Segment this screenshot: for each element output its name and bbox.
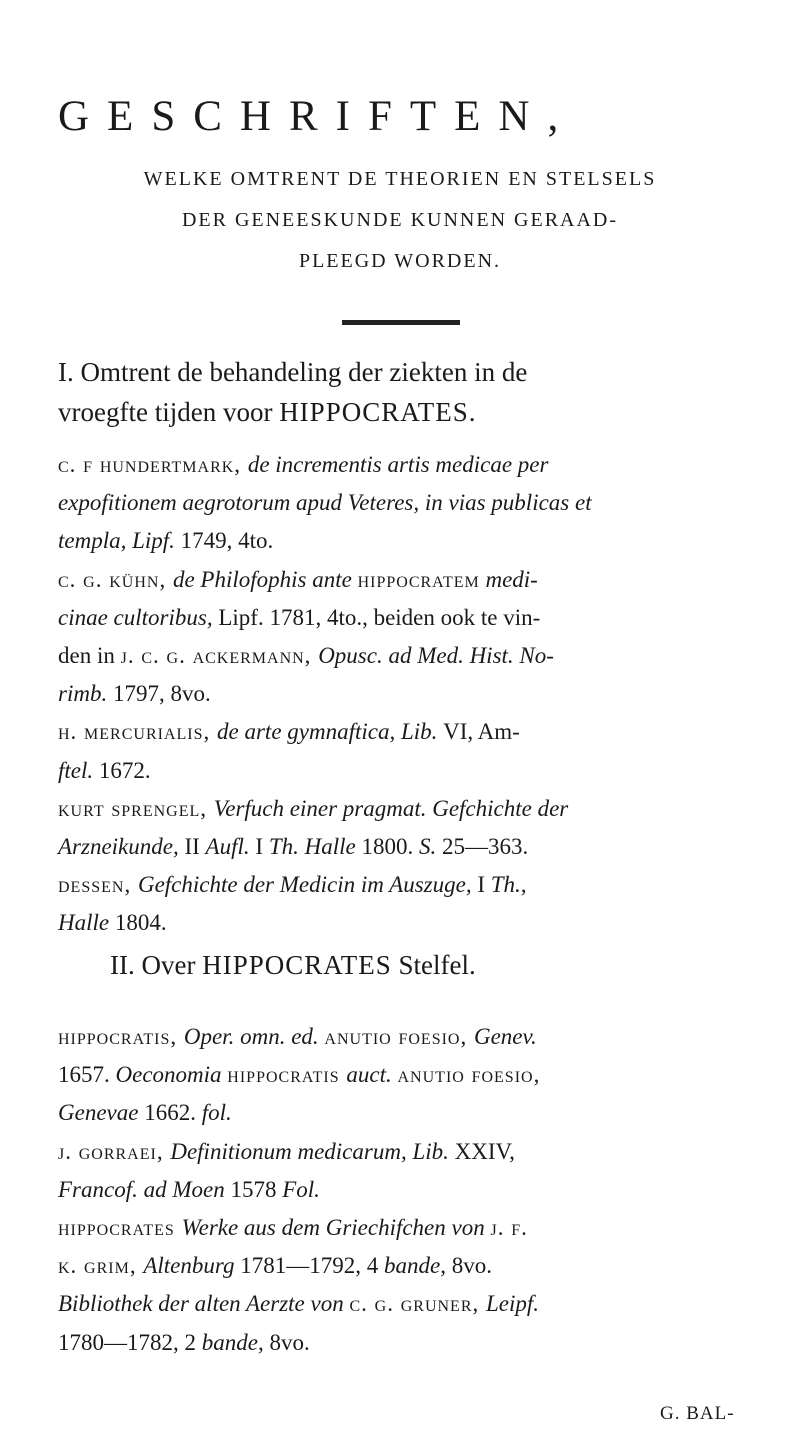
title-text: S. [418, 834, 442, 860]
title-text: templa, Lipf. [58, 528, 181, 554]
name: hippocratem [357, 566, 480, 592]
imprint: 8vo. [269, 1329, 310, 1355]
section-1-heading-text: vroegfte tijden voor [58, 397, 280, 427]
title-text: bande, [201, 1329, 270, 1355]
bib-line [58, 904, 748, 942]
title-text: Definitionum medicarum, Lib. [170, 1138, 455, 1164]
section-2-heading [110, 946, 476, 984]
imprint: 1578 [230, 1176, 283, 1202]
bibliography-list-1 [58, 446, 748, 943]
imprint: 1749, 4to. [180, 528, 274, 554]
author: j. gorraei, [58, 1138, 171, 1164]
title-text: cinae cultoribus, [58, 604, 219, 630]
title-text: Fol. [282, 1176, 320, 1202]
text: den in [58, 643, 121, 669]
bib-line [58, 1324, 748, 1362]
author: hippocratis, [58, 1024, 184, 1049]
bib-line [58, 713, 748, 751]
section-2-heading-name: HIPPOCRATES [202, 950, 392, 980]
imprint: 25—363. [441, 834, 529, 860]
author: dessen, [58, 872, 138, 898]
title-text: medi- [479, 566, 538, 592]
bib-line [58, 561, 748, 599]
title-text: Bibliothek der alten Aerzte von [58, 1291, 350, 1317]
title-text: fol. [201, 1100, 232, 1126]
imprint: VI, Am- [443, 719, 520, 745]
section-2-heading-text: Stelfel. [391, 950, 476, 980]
bib-line [58, 675, 748, 713]
bib-line [58, 1209, 748, 1247]
title-text: rimb. [58, 681, 113, 707]
bib-line [58, 484, 748, 522]
imprint: Lipf. 1781, 4to., beiden ook te vin- [218, 604, 541, 630]
bib-line [58, 1247, 748, 1285]
bib-line [58, 828, 748, 866]
title-text: Leipf. [486, 1291, 540, 1317]
section-1-heading-line-1: I. Omtrent de behandeling der ziekten in de [58, 357, 528, 387]
title-text: Gefchichte der Medicin im Auszuge, [137, 872, 478, 898]
bib-line [58, 790, 748, 828]
imprint: 1657. [58, 1062, 116, 1088]
imprint: II [184, 834, 206, 860]
imprint: 1780—1782, 2 [58, 1329, 202, 1355]
bib-line [58, 1133, 748, 1171]
title-text: Arzneikunde, [58, 834, 185, 860]
bib-line [58, 866, 748, 904]
bib-line [58, 1171, 748, 1209]
bib-line [58, 446, 748, 484]
name: anutio foesio, [324, 1024, 474, 1049]
title-text: Francof. ad Moen [58, 1176, 231, 1202]
imprint: 1800. [361, 834, 419, 860]
imprint: 1797, 8vo. [112, 681, 211, 707]
bib-line [58, 1285, 748, 1323]
name: k. grim, [58, 1253, 144, 1279]
title-text: Altenburg [143, 1253, 241, 1279]
imprint: I [255, 834, 269, 860]
title-text: Oper. omn. ed. [183, 1024, 325, 1049]
author: hippocrates [58, 1215, 182, 1241]
subtitle-line-2: DER GENEESKUNDE KUNNEN GERAAD- [181, 209, 619, 231]
imprint: 8vo. [451, 1253, 492, 1279]
title-text: Werke aus dem Griechifchen von [181, 1215, 491, 1241]
page-title: GESCHRIFTEN, [58, 93, 577, 140]
title-text: Opusc. ad Med. Hist. No- [318, 643, 554, 669]
title-text: de arte gymnaftica, Lib. [217, 719, 444, 745]
name: anutio foesio, [397, 1062, 541, 1088]
bib-line [58, 1056, 748, 1094]
title-text: Halle [58, 910, 115, 936]
bib-line [58, 1018, 748, 1056]
bib-line [58, 1094, 748, 1132]
author: kurt sprengel, [58, 795, 214, 821]
bib-line [58, 522, 748, 560]
title-text: auct. [346, 1062, 398, 1088]
title-text: expofitionem aegrotorum apud Veteres, in vias publicas et [58, 490, 592, 516]
name: hippocratis [227, 1062, 347, 1088]
author: c. g. kühn, [58, 566, 173, 592]
subtitle-line-3: PLEEGD WORDEN. [298, 250, 502, 272]
title-text: Genev. [473, 1024, 537, 1049]
divider-rule [342, 320, 460, 325]
subtitle-line-1: WELKE OMTRENT DE THEORIEN EN STELSELS [143, 168, 657, 190]
bibliography-list-2 [58, 1018, 748, 1362]
section-1-heading-line-2 [58, 393, 476, 431]
imprint: 1672. [98, 757, 151, 783]
imprint: I [477, 872, 491, 898]
bib-line [58, 637, 748, 675]
bib-line [58, 752, 748, 790]
title-text: de Philofophis ante [172, 566, 358, 592]
title-text: bande, [383, 1253, 452, 1279]
title-text: de incrementis artis medicae per [247, 452, 549, 477]
title-text: Oeconomia [115, 1062, 228, 1088]
name: j. f. [490, 1215, 528, 1241]
imprint: 1662. [144, 1100, 202, 1126]
title-text: Aufl. [205, 834, 256, 860]
title-text: Verfuch einer pragmat. Gefchichte der [213, 795, 569, 821]
bib-line [58, 599, 748, 637]
catchword: G. BAL- [660, 1403, 735, 1424]
title-text: ftel. [58, 757, 99, 783]
title-text: Th. Halle [268, 834, 362, 860]
author: c. f hundertmark, [58, 452, 248, 477]
title-text: Genevae [58, 1100, 145, 1126]
name: c. g. gruner, [349, 1291, 486, 1317]
imprint: 1781—1792, 4 [240, 1253, 384, 1279]
imprint: XXIV, [454, 1138, 515, 1164]
title-text: Th., [490, 872, 527, 898]
author: h. mercurialis, [58, 719, 218, 745]
imprint: 1804. [114, 910, 167, 936]
author: j. c. g. ackermann, [120, 643, 319, 669]
section-2-heading-text: II. Over [110, 950, 203, 980]
section-1-heading-name: HIPPOCRATES. [279, 397, 477, 427]
